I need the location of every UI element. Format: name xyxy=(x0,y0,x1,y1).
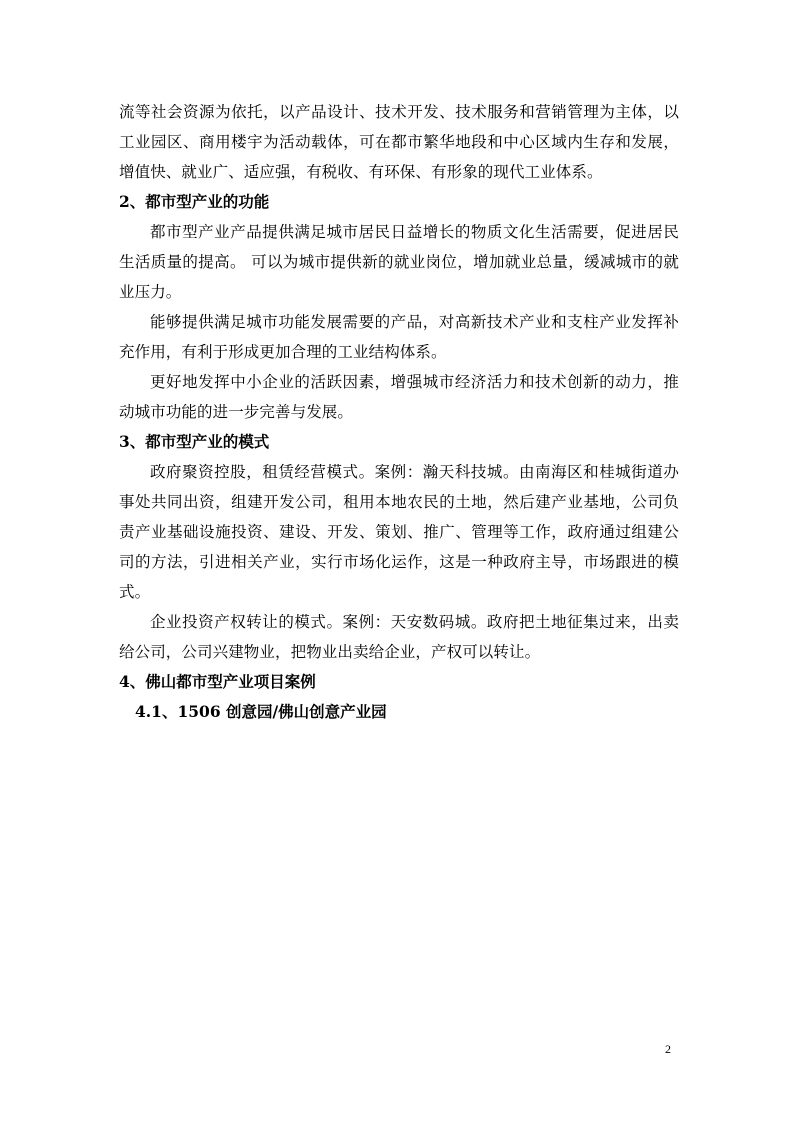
section-4-heading: 4、佛山都市型产业项目案例 xyxy=(119,672,316,691)
section-3-paragraph-2: 企业投资产权转让的模式。案例：天安数码城。政府把土地征集过来，出卖给公司，公司兴建物业，把物业出卖给企业，产权可以转让。 xyxy=(119,613,679,661)
page-number: 2 xyxy=(665,1042,671,1056)
intro-paragraph: 流等社会资源为依托，以产品设计、技术开发、技术服务和营销管理为主体，以工业园区、商用楼宇为活动载体，可在都市繁华地段和中心区域内生存和发展，增值快、就业广、适应强，有税收、有环保、有形象的现代工业体系。 xyxy=(119,103,679,181)
document-body xyxy=(119,97,679,727)
section-4-1-subheading: 4.1、1506 创意园/佛山创意产业园 xyxy=(135,702,387,721)
section-3-paragraph-1: 政府聚资控股，租赁经营模式。案例：瀚天科技城。由南海区和桂城街道办事处共同出资，组建开发公司，租用本地农民的土地，然后建产业基地，公司负责产业基础设施投资、建设、开发、策划、推广、管理等工作，政府通过组建公司的方法，引进相关产业，实行市场化运作，这是一种政府主导，市场跟进的模式。 xyxy=(119,463,679,601)
section-3-heading: 3、都市型产业的模式 xyxy=(119,432,270,451)
section-2-paragraph-2: 能够提供满足城市功能发展需要的产品，对高新技术产业和支柱产业发挥补充作用，有利于形成更加合理的工业结构体系。 xyxy=(119,313,679,361)
section-2-paragraph-1: 都市型产业产品提供满足城市居民日益增长的物质文化生活需要，促进居民生活质量的提高。 可以为城市提供新的就业岗位，增加就业总量，缓减城市的就业压力。 xyxy=(119,223,679,301)
section-2-paragraph-3: 更好地发挥中小企业的活跃因素，增强城市经济活力和技术创新的动力，推动城市功能的进一步完善与发展。 xyxy=(119,373,679,421)
section-2-heading: 2、都市型产业的功能 xyxy=(119,192,270,211)
